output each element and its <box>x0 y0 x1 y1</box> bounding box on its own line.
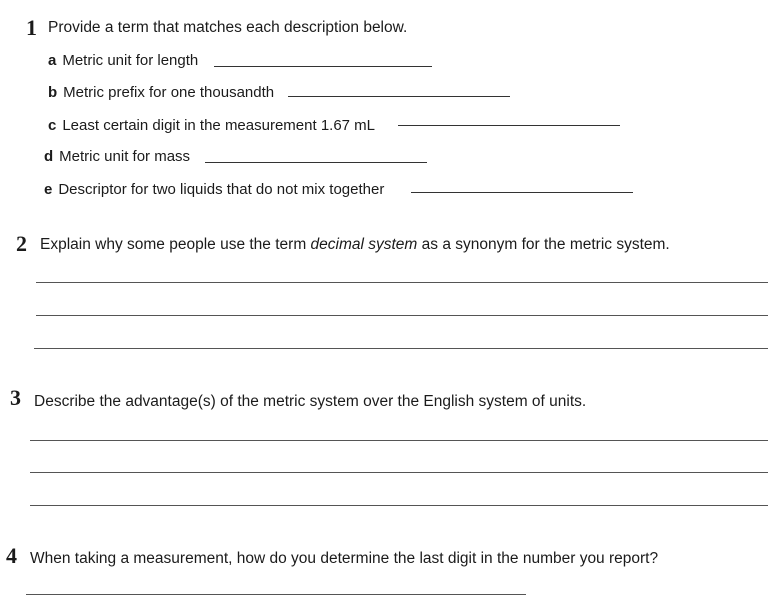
question-3-prompt: Describe the advantage(s) of the metric system over the English system of units. <box>34 393 587 410</box>
item-text: Descriptor for two liquids that do not mix together <box>58 181 385 198</box>
question-1a <box>48 53 198 68</box>
item-letter: a <box>48 52 57 69</box>
item-letter: c <box>48 117 57 134</box>
item-text: Metric unit for length <box>62 52 199 69</box>
question-1-prompt: Provide a term that matches each description below. <box>48 19 408 36</box>
question-4-prompt: When taking a measurement, how do you determine the last digit in the number you report? <box>30 550 659 567</box>
prompt-text: Explain why some people use the term <box>40 236 311 253</box>
item-text: Metric unit for mass <box>59 148 191 165</box>
question-1e <box>44 182 384 197</box>
question-1d <box>44 149 190 164</box>
answer-line-3-3[interactable] <box>30 505 768 506</box>
answer-blank-1d[interactable] <box>205 162 427 163</box>
item-letter: d <box>44 148 54 165</box>
prompt-italic-term: decimal system <box>310 236 418 253</box>
answer-blank-1c[interactable] <box>398 125 620 126</box>
answer-line-2-2[interactable] <box>36 315 768 316</box>
answer-line-3-2[interactable] <box>30 472 768 473</box>
answer-line-4-1[interactable] <box>26 594 526 595</box>
answer-line-2-1[interactable] <box>36 282 768 283</box>
question-2-prompt <box>40 237 670 253</box>
answer-blank-1e[interactable] <box>411 192 633 193</box>
item-text: Metric prefix for one thousandth <box>63 84 275 101</box>
item-letter: e <box>44 181 53 198</box>
answer-line-3-1[interactable] <box>30 440 768 441</box>
question-2-number: 2 <box>16 231 27 256</box>
question-3-number: 3 <box>10 385 21 410</box>
prompt-text: as a synonym for the metric system. <box>417 236 670 253</box>
answer-blank-1b[interactable] <box>288 96 510 97</box>
answer-blank-1a[interactable] <box>214 66 432 67</box>
answer-line-2-3[interactable] <box>34 348 768 349</box>
question-1-number: 1 <box>26 15 37 40</box>
item-text: Least certain digit in the measurement 1.67 mL <box>62 117 376 134</box>
question-4-number: 4 <box>6 543 17 568</box>
question-1b <box>48 85 274 100</box>
item-letter: b <box>48 84 58 101</box>
question-1c <box>48 118 375 133</box>
